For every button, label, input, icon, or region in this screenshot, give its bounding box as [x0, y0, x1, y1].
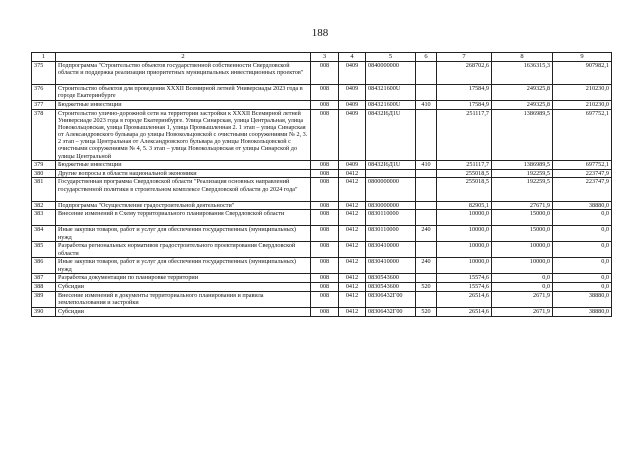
row-amount-year-1: 17584,9 [437, 101, 492, 110]
row-amount-year-1: 15574,6 [437, 283, 492, 292]
row-target-article: 0840000000 [366, 62, 416, 85]
row-expense-type [416, 274, 437, 283]
row-name: Бюджетные инвестиции [56, 101, 311, 110]
row-amount-year-3: 38880,0 [553, 292, 612, 308]
table-row [32, 274, 612, 283]
row-name: Подпрограмма "Осуществление градостроительной деятельности" [56, 201, 311, 210]
table-row [32, 308, 612, 317]
row-number: 378 [32, 109, 56, 160]
row-section-code: 0409 [339, 85, 366, 101]
row-department-code: 008 [311, 210, 339, 226]
row-expense-type [416, 109, 437, 160]
row-expense-type [416, 292, 437, 308]
row-section-code: 0412 [339, 292, 366, 308]
row-department-code: 008 [311, 109, 339, 160]
row-target-article: 0830410000 [366, 258, 416, 274]
row-number: 388 [32, 283, 56, 292]
row-name: Иные закупки товаров, работ и услуг для обеспечения государственных (муниципальных) нужд [56, 258, 311, 274]
row-department-code: 008 [311, 292, 339, 308]
row-department-code: 008 [311, 242, 339, 258]
row-department-code: 008 [311, 160, 339, 169]
row-section-code: 0412 [339, 274, 366, 283]
row-amount-year-3: 38880,0 [553, 308, 612, 317]
row-expense-type [416, 242, 437, 258]
row-section-code: 0412 [339, 308, 366, 317]
column-header: 6 [416, 53, 437, 62]
row-section-code: 0412 [339, 283, 366, 292]
row-expense-type [416, 210, 437, 226]
row-amount-year-2: 15000,0 [492, 210, 553, 226]
column-header: 8 [492, 53, 553, 62]
row-amount-year-3: 210230,0 [553, 101, 612, 110]
row-amount-year-3: 0,0 [553, 242, 612, 258]
row-expense-type [416, 169, 437, 178]
table-row [32, 101, 612, 110]
row-department-code: 008 [311, 85, 339, 101]
column-header: 3 [311, 53, 339, 62]
row-name: Бюджетные инвестиции [56, 160, 311, 169]
row-section-code: 0409 [339, 101, 366, 110]
table-row [32, 109, 612, 160]
row-number: 379 [32, 160, 56, 169]
row-target-article: 0830110000 [366, 210, 416, 226]
table-row [32, 292, 612, 308]
table-row [32, 201, 612, 210]
row-department-code: 008 [311, 178, 339, 201]
row-amount-year-1: 15574,6 [437, 274, 492, 283]
row-name: Внесение изменений в документы территориального планирования и правила землепользования и застройки [56, 292, 311, 308]
row-section-code: 0409 [339, 160, 366, 169]
row-name: Субсидии [56, 308, 311, 317]
row-amount-year-1: 255018,5 [437, 178, 492, 201]
row-amount-year-3: 210230,0 [553, 85, 612, 101]
row-amount-year-3: 0,0 [553, 274, 612, 283]
row-department-code: 008 [311, 169, 339, 178]
row-name: Внесение изменений в Схему территориального планирования Свердловской области [56, 210, 311, 226]
row-expense-type: 410 [416, 101, 437, 110]
row-number: 384 [32, 226, 56, 242]
row-expense-type [416, 62, 437, 85]
row-expense-type: 520 [416, 308, 437, 317]
row-amount-year-3: 907982,1 [553, 62, 612, 85]
row-target-article: 0800000000 [366, 178, 416, 201]
row-amount-year-1: 10000,0 [437, 210, 492, 226]
row-amount-year-3: 38880,0 [553, 201, 612, 210]
table-row [32, 169, 612, 178]
row-amount-year-2: 249325,8 [492, 85, 553, 101]
row-amount-year-2: 249325,8 [492, 101, 553, 110]
row-section-code: 0412 [339, 178, 366, 201]
row-expense-type: 240 [416, 258, 437, 274]
column-header: 5 [366, 53, 416, 62]
row-department-code: 008 [311, 274, 339, 283]
row-name: Государственная программа Свердловской области "Реализация основных направлений государственной политики в строительном комплексе Свердловской области до 2024 года" [56, 178, 311, 201]
row-amount-year-1: 268702,6 [437, 62, 492, 85]
row-amount-year-2: 15000,0 [492, 226, 553, 242]
table-row [32, 242, 612, 258]
row-section-code: 0412 [339, 226, 366, 242]
row-department-code: 008 [311, 308, 339, 317]
table-row [32, 85, 612, 101]
row-section-code: 0412 [339, 201, 366, 210]
row-amount-year-2: 1386989,5 [492, 109, 553, 160]
row-name: Субсидии [56, 283, 311, 292]
row-amount-year-2: 1386989,5 [492, 160, 553, 169]
row-target-article: 0830543600 [366, 283, 416, 292]
row-amount-year-1: 251117,7 [437, 160, 492, 169]
row-amount-year-3: 0,0 [553, 283, 612, 292]
row-target-article: 0830543600 [366, 274, 416, 283]
row-target-article: 08306432Г00 [366, 308, 416, 317]
row-target-article [366, 169, 416, 178]
row-target-article: 084321600U [366, 85, 416, 101]
row-section-code: 0409 [339, 109, 366, 160]
table-row [32, 283, 612, 292]
column-header: 2 [56, 53, 311, 62]
page-number: 188 [311, 27, 329, 39]
row-expense-type [416, 85, 437, 101]
row-number: 376 [32, 85, 56, 101]
row-name: Строительство объектов для проведения XXXII Всемирной летней Универсиады 2023 года в городе Екатеринбурге [56, 85, 311, 101]
row-amount-year-2: 0,0 [492, 283, 553, 292]
row-amount-year-1: 10000,0 [437, 226, 492, 242]
table-row [32, 258, 612, 274]
row-number: 389 [32, 292, 56, 308]
row-amount-year-3: 223747,9 [553, 169, 612, 178]
row-name: Разработка документации по планировке территории [56, 274, 311, 283]
row-amount-year-2: 10000,0 [492, 258, 553, 274]
row-target-article: 08432I6Д1U [366, 160, 416, 169]
row-number: 385 [32, 242, 56, 258]
row-number: 390 [32, 308, 56, 317]
row-expense-type: 240 [416, 226, 437, 242]
row-target-article: 0830000000 [366, 201, 416, 210]
row-department-code: 008 [311, 62, 339, 85]
row-department-code: 008 [311, 226, 339, 242]
row-amount-year-3: 0,0 [553, 210, 612, 226]
row-amount-year-2: 1636315,3 [492, 62, 553, 85]
table-row [32, 62, 612, 85]
row-amount-year-1: 82905,1 [437, 201, 492, 210]
column-header: 9 [553, 53, 612, 62]
row-amount-year-2: 0,0 [492, 274, 553, 283]
row-expense-type [416, 201, 437, 210]
table-header-row [32, 53, 612, 62]
column-header: 1 [32, 53, 56, 62]
row-section-code: 0409 [339, 62, 366, 85]
row-amount-year-3: 697752,1 [553, 160, 612, 169]
row-amount-year-2: 27671,9 [492, 201, 553, 210]
row-section-code: 0412 [339, 169, 366, 178]
row-amount-year-1: 17584,9 [437, 85, 492, 101]
row-amount-year-2: 2671,9 [492, 308, 553, 317]
row-number: 380 [32, 169, 56, 178]
row-expense-type [416, 178, 437, 201]
row-amount-year-3: 0,0 [553, 258, 612, 274]
row-target-article: 084321600U [366, 101, 416, 110]
row-department-code: 008 [311, 283, 339, 292]
row-amount-year-3: 223747,9 [553, 178, 612, 201]
row-name: Подпрограмма "Строительство объектов государственной собственности Свердловской области и поддержка реализации приоритетных муниципальных инвестиционных проектов" [56, 62, 311, 85]
row-name: Строительство улично-дорожной сети на территории застройки к XXXII Всемирной летней Универсиаде 2023 года в городе Екатеринбурге. Улица Синарская, улица Центральная, улица Новокольцовская, улица Промышленная 1, улица Промышленная 2. 1 этап – улица Синарская от Александровского бульвара до улицы Новокольцовской с очистными сооружениями № 2, 3. 2 этап – улица Центральная от Александровского бульвара до улицы Новокольцовской с очистными сооружениями № 4, 5. 3 этап – улица Новокольцовская от улицы Синарской до улицы Центральной [56, 109, 311, 160]
row-name: Другие вопросы в области национальной экономики [56, 169, 311, 178]
row-amount-year-1: 255018,5 [437, 169, 492, 178]
row-department-code: 008 [311, 101, 339, 110]
row-expense-type: 410 [416, 160, 437, 169]
row-department-code: 008 [311, 258, 339, 274]
row-target-article: 08306432Г00 [366, 292, 416, 308]
row-amount-year-3: 0,0 [553, 226, 612, 242]
row-amount-year-1: 10000,0 [437, 258, 492, 274]
row-amount-year-1: 26514,6 [437, 308, 492, 317]
row-target-article: 0830110000 [366, 226, 416, 242]
row-amount-year-2: 10000,0 [492, 242, 553, 258]
row-number: 386 [32, 258, 56, 274]
column-header: 4 [339, 53, 366, 62]
row-department-code: 008 [311, 201, 339, 210]
row-target-article: 08432I6Д1U [366, 109, 416, 160]
column-header: 7 [437, 53, 492, 62]
row-amount-year-2: 192259,5 [492, 178, 553, 201]
row-amount-year-1: 26514,6 [437, 292, 492, 308]
budget-table [31, 52, 612, 317]
table-row [32, 178, 612, 201]
table-row [32, 160, 612, 169]
table-row [32, 226, 612, 242]
row-amount-year-3: 697752,1 [553, 109, 612, 160]
row-amount-year-1: 251117,7 [437, 109, 492, 160]
row-name: Иные закупки товаров, работ и услуг для обеспечения государственных (муниципальных) нужд [56, 226, 311, 242]
row-section-code: 0412 [339, 210, 366, 226]
row-amount-year-2: 192259,5 [492, 169, 553, 178]
row-amount-year-2: 2671,9 [492, 292, 553, 308]
row-name: Разработка региональных нормативов градостроительного проектирования Свердловской области [56, 242, 311, 258]
row-number: 375 [32, 62, 56, 85]
row-number: 377 [32, 101, 56, 110]
row-section-code: 0412 [339, 242, 366, 258]
row-number: 387 [32, 274, 56, 283]
row-amount-year-1: 10000,0 [437, 242, 492, 258]
table-row [32, 210, 612, 226]
row-number: 381 [32, 178, 56, 201]
row-number: 382 [32, 201, 56, 210]
row-target-article: 0830410000 [366, 242, 416, 258]
row-expense-type: 520 [416, 283, 437, 292]
row-number: 383 [32, 210, 56, 226]
row-section-code: 0412 [339, 258, 366, 274]
